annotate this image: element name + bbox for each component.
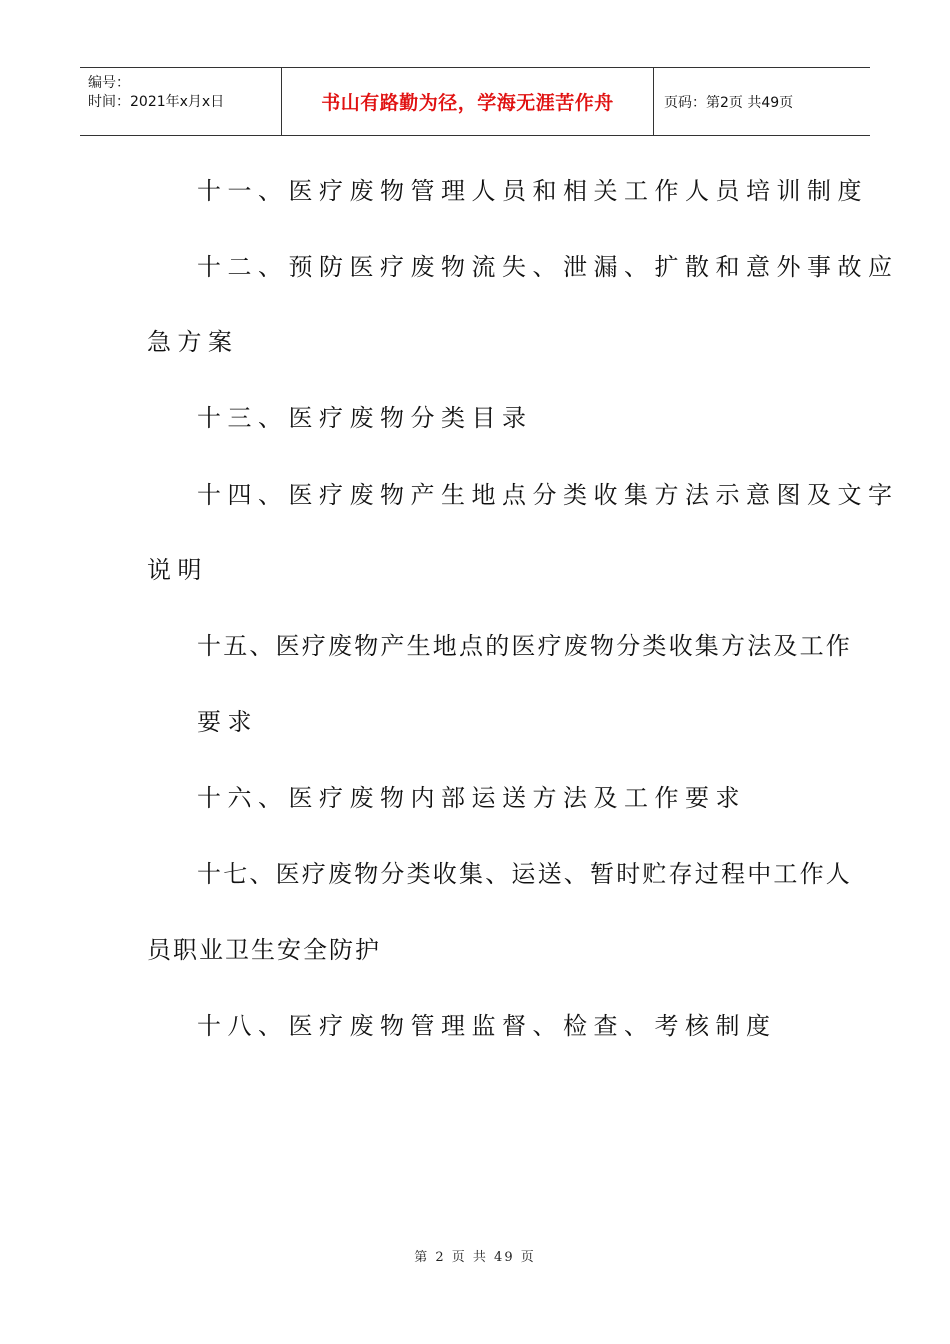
list-item: 十一、医疗废物管理人员和相关工作人员培训制度 (197, 177, 868, 205)
list-item: 十三、医疗废物分类目录 (197, 404, 533, 432)
list-item-continuation: 员职业卫生安全防护 (147, 936, 381, 964)
list-item: 十二、预防医疗废物流失、泄漏、扩散和意外事故应 (197, 253, 899, 281)
list-item: 十八、医疗废物管理监督、检查、考核制度 (197, 1012, 777, 1040)
list-item: 十五、医疗废物产生地点的医疗废物分类收集方法及工作 (197, 632, 852, 660)
list-item: 十六、医疗废物内部运送方法及工作要求 (197, 784, 746, 812)
header-left-cell (80, 68, 281, 135)
document-date-label: 时间：2021年x月x日 (88, 94, 225, 110)
list-item: 十四、医疗废物产生地点分类收集方法示意图及文字 (197, 481, 899, 509)
list-item: 十七、医疗废物分类收集、运送、暂时贮存过程中工作人 (197, 860, 852, 888)
list-item-continuation: 要求 (197, 708, 258, 736)
list-item-continuation: 急方案 (147, 328, 239, 356)
list-item-continuation: 说明 (147, 556, 208, 584)
header-page-info: 页码：第2页 共49页 (664, 94, 794, 111)
document-number-label: 编号： (88, 75, 130, 91)
page-footer: 第 2 页 共 49 页 (414, 1250, 536, 1265)
header-middle-cell (281, 68, 654, 135)
header-motto: 书山有路勤为径，学海无涯苦作舟 (321, 92, 614, 114)
header-right-cell (654, 68, 870, 135)
document-header (80, 67, 870, 136)
